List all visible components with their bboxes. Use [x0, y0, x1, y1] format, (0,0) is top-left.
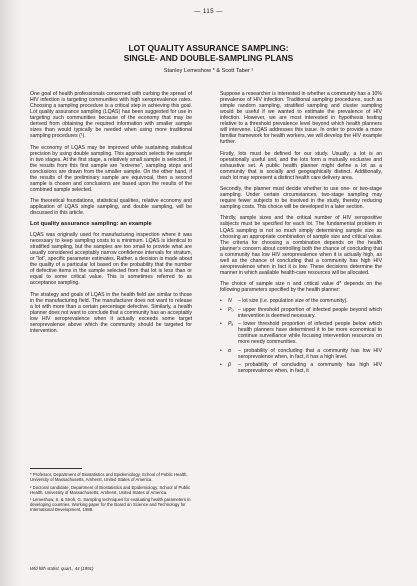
paragraph: Secondly, the planner must decide whether to use one- or two-stage sampling. Under certain circumstances, two-stage sampling may require fewer subjects to be involved in the study, thereby reducing sampling costs. This choice will be developed in a later section.: [220, 186, 382, 211]
definition-text: – lower threshold proportion of infected people below which health planners have determined it to be more economical to continue surveillance while focusing intervention resources on more needy communities.: [238, 321, 382, 346]
list-item: [220, 321, 382, 345]
bullet: •: [220, 361, 222, 368]
paragraph: The theoretical foundations, statistical qualities, relative economy and application of LQAS single sampling, and double sampling, will be discussed in this article.: [30, 198, 192, 217]
definition-text: – upper threshold proportion of infected people beyond which intervention is deemed necessary.: [238, 306, 382, 319]
symbol: α: [228, 347, 231, 354]
symbol: N: [228, 298, 232, 305]
list-item: [220, 307, 382, 319]
page-number: — 115 —: [194, 9, 223, 15]
list-item: [220, 362, 382, 374]
footnote: * Professor, Department of Biostatistics and Epidemiology, School of Public Health, University of Massachusetts, Amherst, United States of America.: [30, 472, 188, 483]
left-column: [30, 91, 192, 339]
title-line-1: LOT QUALITY ASSURANCE SAMPLING:: [128, 43, 289, 53]
title-line-2: SINGLE- AND DOUBLE-SAMPLING PLANS: [123, 53, 294, 63]
footnote: ² Doctoral candidate, Department of Biostatistics and Epidemiology, School of Public Health, University of Massachusetts, Amherst, United States of America.: [30, 484, 191, 495]
symbol: P₀: [228, 306, 234, 313]
definition-text: – probability of concluding that a community has low HIV seroprevalence when, in fact, it has a high level.: [238, 347, 382, 360]
bullet: •: [220, 321, 222, 328]
symbol: β: [228, 361, 231, 368]
list-item: [220, 348, 382, 360]
scan-edge-shadow: [0, 0, 22, 586]
paragraph: The strategy and goals of LQAS in the health field are similar to those in the manufacturing field. The manufacturer does not want to release a lot with more than a certain percentage defective. Similarly, a health planner does not want to conclude that a community has an acceptably low HIV seroprevalence when it actually exceeds some target seroprevalence above which the community should be targeted for intervention.: [30, 291, 192, 334]
footnotes: [30, 468, 192, 515]
paragraph: The choice of sample size n and critical value d* depends on the following parameters specified by the health planner:: [220, 281, 382, 294]
bullet: •: [220, 298, 222, 305]
definition-text: – probability of concluding a community has high HIV seroprevalence when, in fact, it: [238, 361, 382, 374]
journal-citation: Wld hlth statist. quart., 44 (1991): [30, 566, 94, 571]
paragraph: Suppose a researcher is interested in whether a community has a 10% prevalence of HIV infection. Traditional sampling procedures, such as simple random sampling, stratified sampling and cluster sampling would be useful if we wanted to estimate the prevalence of HIV infection. However, we are most interested in hypothesis testing relative to a threshold prevalence level beyond which health planners will intervene. LQAS addresses this issue. In order to provide a more familiar framework for health workers, we will develop the HIV example further.: [220, 91, 382, 146]
authors: Stanley Lemeshow * & Scott Taber ²: [163, 68, 254, 74]
list-item: [220, 298, 382, 304]
bullet: •: [220, 347, 222, 354]
article-title: [0, 43, 417, 63]
footnote: ¹ Lemeshow, S. & Stroh, G. Sampling techniques for evaluating health parameters in developing countries. Working paper for the Board on Science and Technology for International Development, 1988.: [30, 497, 191, 513]
parameter-list: [220, 298, 382, 374]
definition-text: – lot size (i.e. population size of the community).: [238, 298, 348, 305]
symbol: Pₐ: [228, 321, 234, 328]
paragraph: LQAS was originally used for manufacturing inspection where it was necessary to keep sampling costs to a minimum. LQAS is identical to stratified sampling, but the samples are too small to provide what are usually considered acceptably narrow confidence intervals for stratum, or "lot", specific parameter estimates. Rather, a decision is made about the quality of a particular lot based on the probability that the number of defective items in the sample selected from that lot is less than or equal to some critical value. This is sometimes referred to as acceptance sampling.: [30, 232, 192, 287]
section-heading: Lot quality assurance sampling: an example: [30, 221, 152, 228]
paragraph: The economy of LQAS may be improved while sustaining statistical precision by using double sampling. This approach selects the sample in two stages. At the first stage, a relatively small sample is selected. If the results from this first sample are "extreme", sampling stops and conclusions are drawn from the smaller sample. On the other hand, if the results of the preliminary sample are equivocal, then a second sample is chosen and conclusions are based upon the results of the combined sample selected.: [30, 144, 192, 193]
bullet: •: [220, 306, 222, 313]
right-column: [220, 91, 382, 376]
paragraph: Firstly, lots must be defined for our study. Usually, a lot is an operationally useful unit, and the lots form a mutually exclusive and exhaustive set. A public health planner might define a lot as a community that is socially and geographically distinct. Additionally, each lot may represent a distinct health care delivery area.: [220, 150, 382, 181]
footnote-rule: [30, 468, 82, 469]
paragraph: Thirdly, sample sizes and the critical number of HIV seropositive subjects must be specified for each lot. The fundamental problem in LQAS sampling is not so much simply determining sample size as choosing an appropriate combination of sample size and critical value. The criteria for choosing a combination depends on the health planner's concern about controlling both the chance of concluding that a community has low HIV seroprevalence when it is actually high, as well as the chance of concluding that a community has high HIV seroprevalence when in fact it is low. These decisions determine the manner in which available health-care resources will be allocated.: [220, 215, 382, 276]
paragraph: One goal of health professionals concerned with curbing the spread of HIV infection is targeting communities with high seroprevalence rates. Choosing a sampling procedure is a critical step in achieving this goal. Lot quality assurance sampling (LQAS) has been suggested for use in targeting such communities because of the economy that may be derived from obtaining the required information with smaller sample sizes than would typically be needed when using more traditional sampling procedures (¹).: [30, 91, 192, 140]
